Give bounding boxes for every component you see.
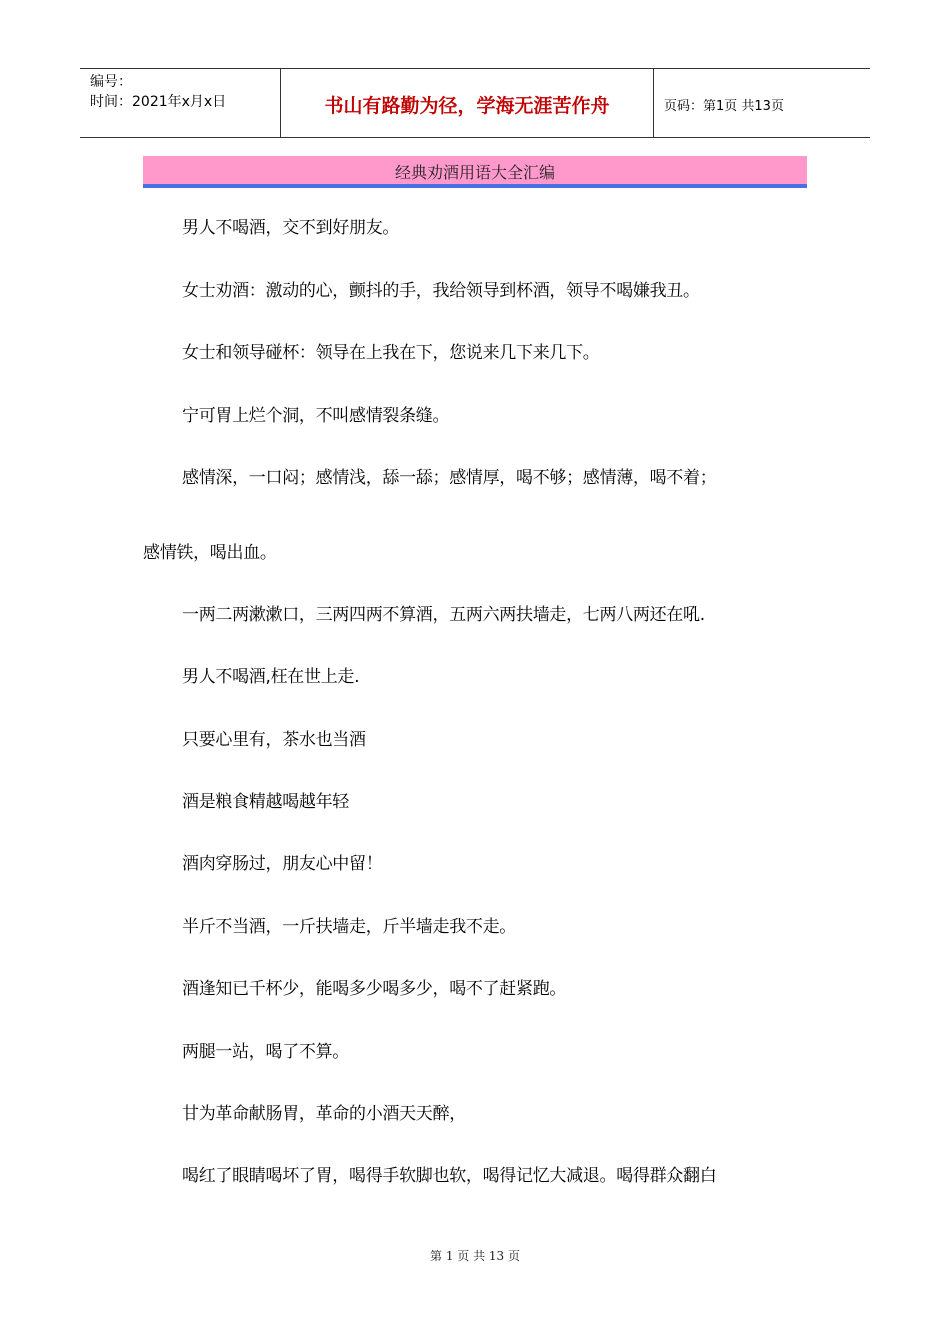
paragraph: 喝红了眼睛喝坏了胃，喝得手软脚也软，喝得记忆大减退。喝得群众翻白 xyxy=(182,1166,717,1186)
paragraph: 女士劝酒：激动的心，颤抖的手，我给领导到杯酒，领导不喝嫌我丑。 xyxy=(182,281,700,301)
paragraph: 男人不喝酒,枉在世上走. xyxy=(182,667,360,687)
paragraph: 只要心里有，茶水也当酒 xyxy=(182,730,366,750)
header-page-info: 页码：第1页 共13页 xyxy=(664,99,784,114)
document-time-label: 时间：2021年x月x日 xyxy=(90,94,227,110)
header-motto-cell xyxy=(281,69,654,137)
paragraph: 酒是粮食精越喝越年轻 xyxy=(182,792,349,812)
page-footer: 第 1 页 共 13 页 xyxy=(430,1249,520,1263)
document-number-label: 编号： xyxy=(90,74,132,90)
paragraph: 酒肉穿肠过，朋友心中留！ xyxy=(182,854,383,874)
paragraph: 两腿一站，喝了不算。 xyxy=(182,1042,349,1062)
header-page-cell xyxy=(654,69,870,137)
paragraph: 甘为革命献肠胃，革命的小酒天天醉， xyxy=(182,1104,466,1124)
paragraph: 男人不喝酒，交不到好朋友。 xyxy=(182,218,400,238)
paragraph: 酒逢知已千杯少，能喝多少喝多少，喝不了赶紧跑。 xyxy=(182,979,567,999)
paragraph: 一两二两漱漱口，三两四两不算酒，五两六两扶墙走，七两八两还在吼. xyxy=(182,605,705,625)
document-title: 经典劝酒用语大全汇编 xyxy=(394,163,555,182)
paragraph: 宁可胃上烂个洞，不叫感情裂条缝。 xyxy=(182,406,450,426)
document-header xyxy=(80,68,870,138)
paragraph: 感情铁，喝出血。 xyxy=(143,543,277,563)
header-meta-cell xyxy=(80,69,281,137)
paragraph: 女士和领导碰杯：领导在上我在下，您说来几下来几下。 xyxy=(182,343,600,363)
title-banner xyxy=(143,156,807,188)
header-motto: 书山有路勤为径，学海无涯苦作舟 xyxy=(324,95,610,117)
paragraph: 感情深，一口闷；感情浅，舔一舔；感情厚，喝不够；感情薄，喝不着； xyxy=(182,468,717,488)
paragraph: 半斤不当酒，一斤扶墙走，斤半墙走我不走。 xyxy=(182,917,516,937)
